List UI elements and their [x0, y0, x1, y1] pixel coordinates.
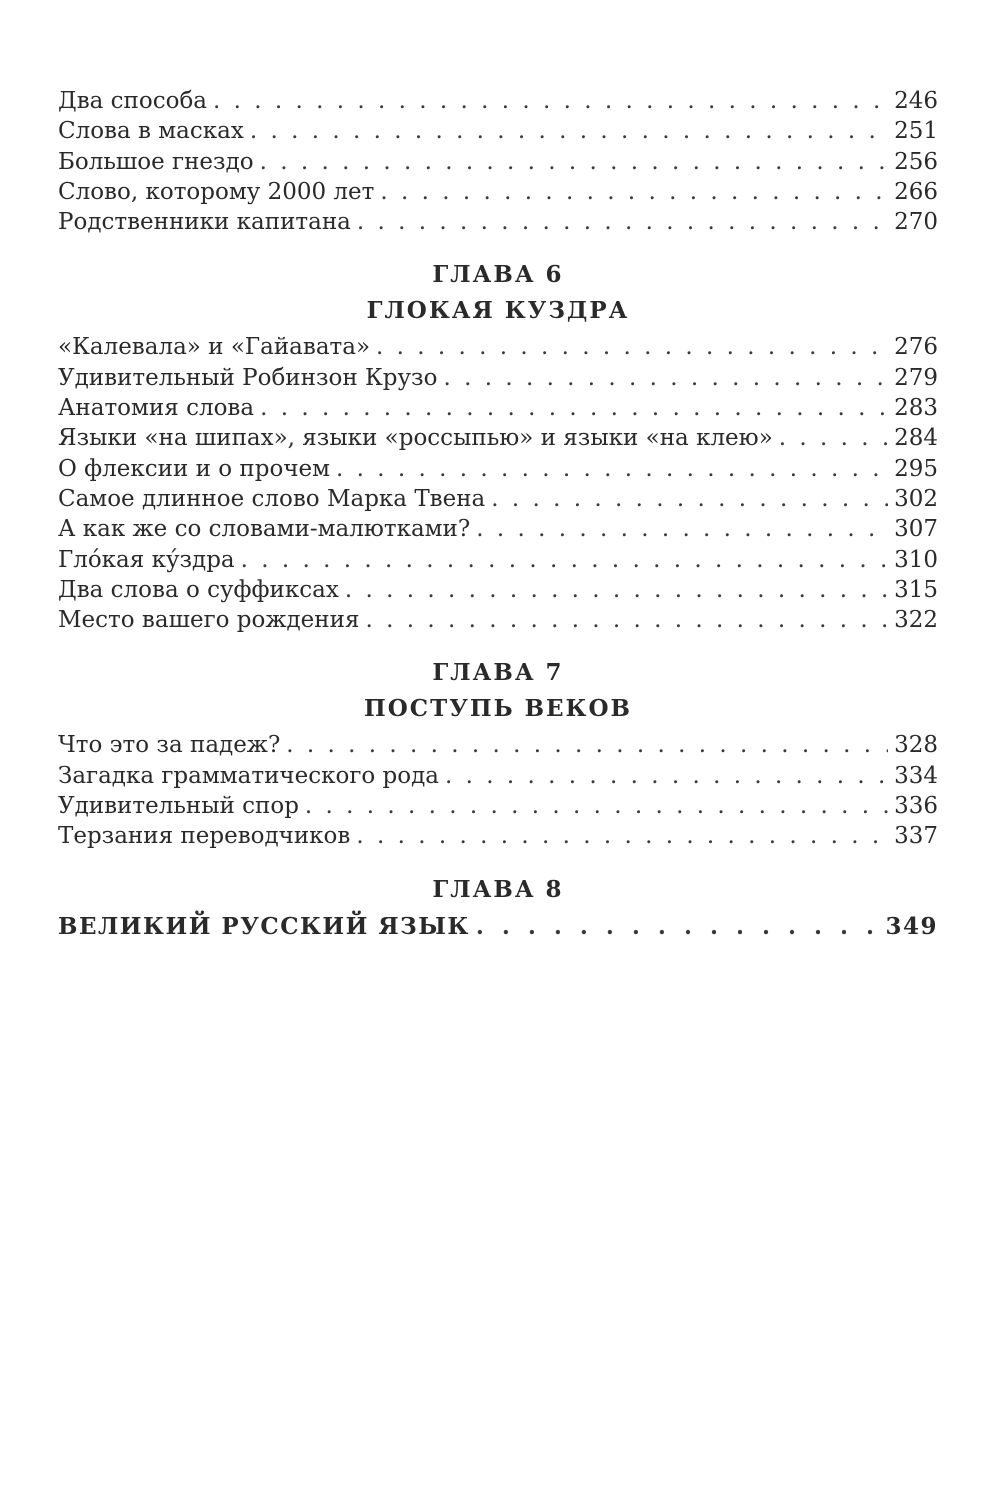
toc-entry-title: Языки «на шипах», языки «россыпью» и языки «на клею» [58, 425, 773, 452]
chapter-8-title: ВЕЛИКИЙ РУССКИЙ ЯЗЫК [58, 912, 470, 940]
toc-entry-title: О флексии и о прочем [58, 455, 331, 482]
toc-entry[interactable] [58, 545, 938, 575]
toc-entry-chapter-8[interactable] [58, 912, 938, 942]
dot-leader [380, 177, 888, 207]
toc-entry-page: 302 [894, 485, 938, 512]
toc-entry[interactable] [58, 423, 938, 453]
dot-leader [250, 116, 888, 146]
toc-entry-title: Слова в масках [58, 118, 244, 145]
toc-entry-page: 322 [894, 607, 938, 634]
toc-entry-page: 349 [885, 912, 938, 940]
toc-entry-title: Гло́кая ку́здра [58, 546, 235, 573]
toc-entry[interactable] [58, 605, 938, 635]
dot-leader [376, 332, 888, 362]
toc-entry-page: 284 [894, 425, 938, 452]
toc-entry-title: Большое гнездо [58, 148, 254, 175]
toc-entry-title: Родственники капитана [58, 209, 351, 236]
toc-section-chapter-7 [58, 730, 938, 851]
toc-entry[interactable] [58, 575, 938, 605]
toc-entry-page: 251 [894, 118, 938, 145]
toc-entry[interactable] [58, 791, 938, 821]
toc-entry[interactable] [58, 177, 938, 207]
dot-leader [286, 730, 888, 760]
dot-leader [445, 761, 888, 791]
toc-entry-title: Два слова о суффиксах [58, 576, 339, 603]
toc-entry-page: 315 [894, 576, 938, 603]
toc-entry[interactable] [58, 363, 938, 393]
dot-leader [491, 484, 888, 514]
chapter-7-title: ПОСТУПЬ ВЕКОВ [364, 695, 632, 723]
dot-leader [213, 86, 888, 116]
toc-entry[interactable] [58, 207, 938, 237]
chapter-6-title: ГЛОКАЯ КУЗДРА [366, 297, 630, 325]
toc-entry[interactable] [58, 332, 938, 362]
toc-entry-title: А как же со словами-малютками? [58, 516, 471, 543]
toc-entry-page: 328 [894, 732, 938, 759]
toc-entry-page: 295 [894, 455, 938, 482]
toc-entry-page: 336 [894, 793, 938, 820]
toc-entry-page: 307 [894, 516, 938, 543]
toc-entry[interactable] [58, 393, 938, 423]
table-of-contents [58, 86, 938, 942]
toc-entry[interactable] [58, 454, 938, 484]
dot-leader [305, 791, 888, 821]
toc-entry[interactable] [58, 730, 938, 760]
toc-entry-title: Место вашего рождения [58, 607, 360, 634]
dot-leader [241, 545, 888, 575]
toc-entry-title: Самое длинное слово Марка Твена [58, 485, 486, 512]
toc-entry-page: 276 [894, 334, 938, 361]
toc-entry[interactable] [58, 116, 938, 146]
dot-leader [260, 393, 888, 423]
toc-entry-page: 266 [894, 178, 938, 205]
toc-entry-title: «Калевала» и «Гайавата» [58, 334, 371, 361]
toc-entry-title: Загадка грамматического рода [58, 762, 439, 789]
toc-entry[interactable] [58, 821, 938, 851]
dot-leader [336, 454, 888, 484]
chapter-7-label: ГЛАВА 7 [432, 659, 564, 687]
toc-entry-page: 310 [894, 546, 938, 573]
dot-leader [779, 423, 888, 453]
chapter-6-label: ГЛАВА 6 [432, 261, 564, 289]
chapter-8-label: ГЛАВА 8 [432, 875, 564, 903]
toc-entry-title: Удивительный спор [58, 793, 299, 820]
toc-entry-title: Терзания переводчиков [58, 823, 351, 850]
toc-entry[interactable] [58, 514, 938, 544]
toc-entry-page: 256 [894, 148, 938, 175]
toc-entry-page: 334 [894, 762, 938, 789]
dot-leader [345, 575, 888, 605]
toc-entry[interactable] [58, 86, 938, 116]
toc-section-chapter-6 [58, 332, 938, 635]
toc-entry[interactable] [58, 761, 938, 791]
toc-entry-page: 270 [894, 209, 938, 236]
toc-entry-page: 337 [894, 823, 938, 850]
dot-leader [365, 605, 888, 635]
dot-leader [357, 207, 888, 237]
dot-leader [356, 821, 888, 851]
toc-entry-title: Два способа [58, 88, 208, 114]
dot-leader [443, 363, 888, 393]
dot-leader [260, 147, 889, 177]
toc-entry[interactable] [58, 147, 938, 177]
toc-entry-title: Что это за падеж? [58, 732, 281, 759]
dot-leader [476, 514, 888, 544]
toc-entry-page: 283 [894, 395, 938, 422]
toc-entry-page: 246 [894, 88, 938, 114]
toc-entry-title: Слово, которому 2000 лет [58, 178, 375, 205]
toc-entry-page: 279 [894, 364, 938, 391]
toc-section-previous [58, 86, 938, 237]
toc-entry[interactable] [58, 484, 938, 514]
toc-entry-title: Удивительный Робинзон Крузо [58, 364, 438, 391]
dot-leader [476, 912, 880, 942]
toc-entry-title: Анатомия слова [58, 395, 255, 422]
